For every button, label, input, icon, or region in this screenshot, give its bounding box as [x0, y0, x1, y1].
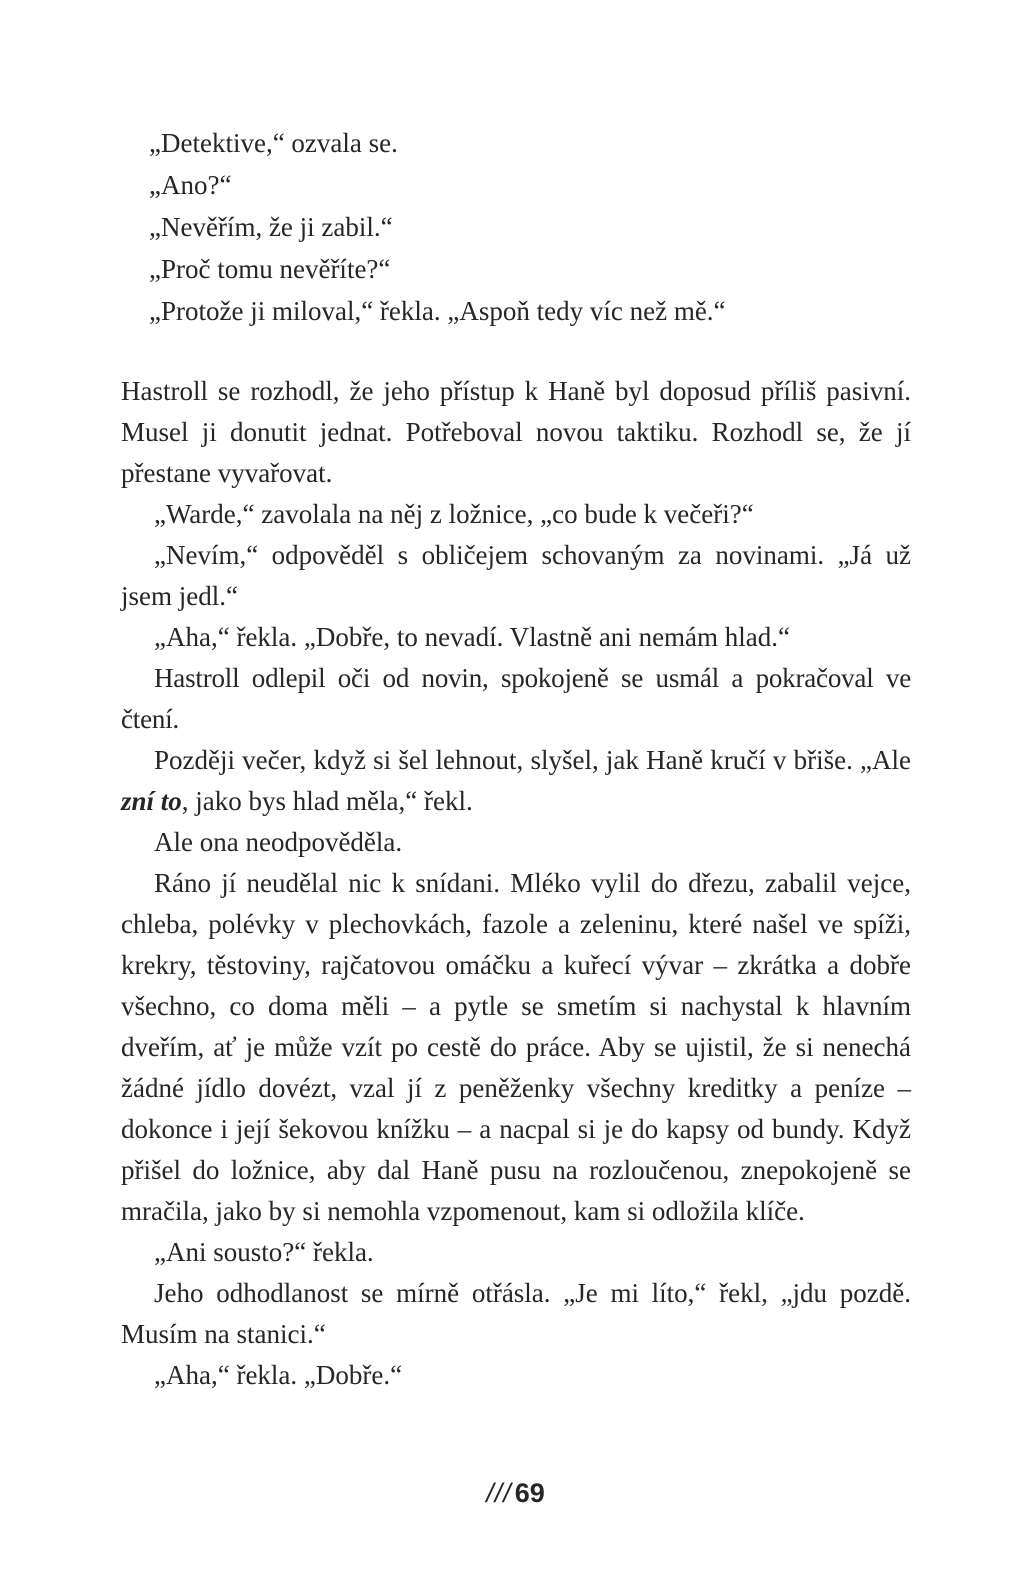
emphasis-text: zní to	[121, 786, 182, 816]
paragraph: „Warde,“ zavolala na něj z ložnice, „co bude k večeři?“	[154, 499, 754, 529]
paragraph: Jeho odhodlanost se mírně otřásla. „Je mi líto,“ řekl, „jdu pozdě. Musím na stanici.“	[121, 1278, 911, 1349]
page-footer	[0, 1478, 1031, 1509]
paragraph-text: , jako bys hlad měla,“ řekl.	[181, 786, 473, 816]
dialogue-line: „Proč tomu nevěříte?“	[149, 254, 391, 284]
dialogue-line: „Nevěřím, že ji zabil.“	[149, 212, 393, 242]
paragraph: „Aha,“ řekla. „Dobře, to nevadí. Vlastně ani nemám hlad.“	[154, 622, 791, 652]
paragraph: Hastroll odlepil oči od novin, spokojeně se usmál a pokračoval ve čtení.	[121, 663, 911, 734]
paragraph: „Aha,“ řekla. „Dobře.“	[154, 1360, 403, 1390]
dialogue-line: „Protože ji miloval,“ řekla. „Aspoň tedy víc než mě.“	[149, 296, 726, 326]
paragraph: Ráno jí neudělal nic k snídani. Mléko vylil do dřezu, zabalil vejce, chleba, polévky v plechovkách, fazole a zeleninu, které našel ve spíži, krekry, těstoviny, rajčatovou omáčku a kuřecí vývar – zkrátka a dobře všechno, co doma měli – a pytle se smetím si nachystal k hlavním dveřím, ať je může vzít po cestě do práce. Aby se ujistil, že si nenechá žádné jídlo dovézt, vzal jí z peněženky všechny kreditky a peníze – dokonce i její šekovou knížku – a nacpal si je do kapsy od bundy. Když přišel do ložnice, aby dal Haně pusu na rozloučenou, znepokojeně se mračila, jako by si nemohla vzpomenout, kam si odložila klíče.	[121, 868, 911, 1226]
dialogue-line: „Detektive,“ ozvala se.	[149, 128, 398, 158]
page-number: 69	[514, 1478, 545, 1508]
dialogue-block	[121, 123, 911, 333]
paragraph: „Nevím,“ odpověděl s obličejem schovaným za novinami. „Já už jsem jedl.“	[121, 540, 911, 611]
footer-ornament: ///	[486, 1478, 512, 1508]
paragraph: Ale ona neodpověděla.	[154, 827, 403, 857]
paragraph: „Ani sousto?“ řekla.	[154, 1237, 374, 1267]
paragraph	[121, 740, 911, 822]
paragraph-text: Později večer, když si šel lehnout, slyšel, jak Haně kručí v břiše. „Ale	[154, 745, 911, 775]
dialogue-line: „Ano?“	[149, 170, 232, 200]
paragraph: Hastroll se rozhodl, že jeho přístup k Haně byl doposud příliš pasivní. Musel ji donutit jednat. Potřeboval novou taktiku. Rozhodl se, že jí přestane vyvařovat.	[121, 376, 911, 488]
prose-block	[121, 371, 911, 1396]
